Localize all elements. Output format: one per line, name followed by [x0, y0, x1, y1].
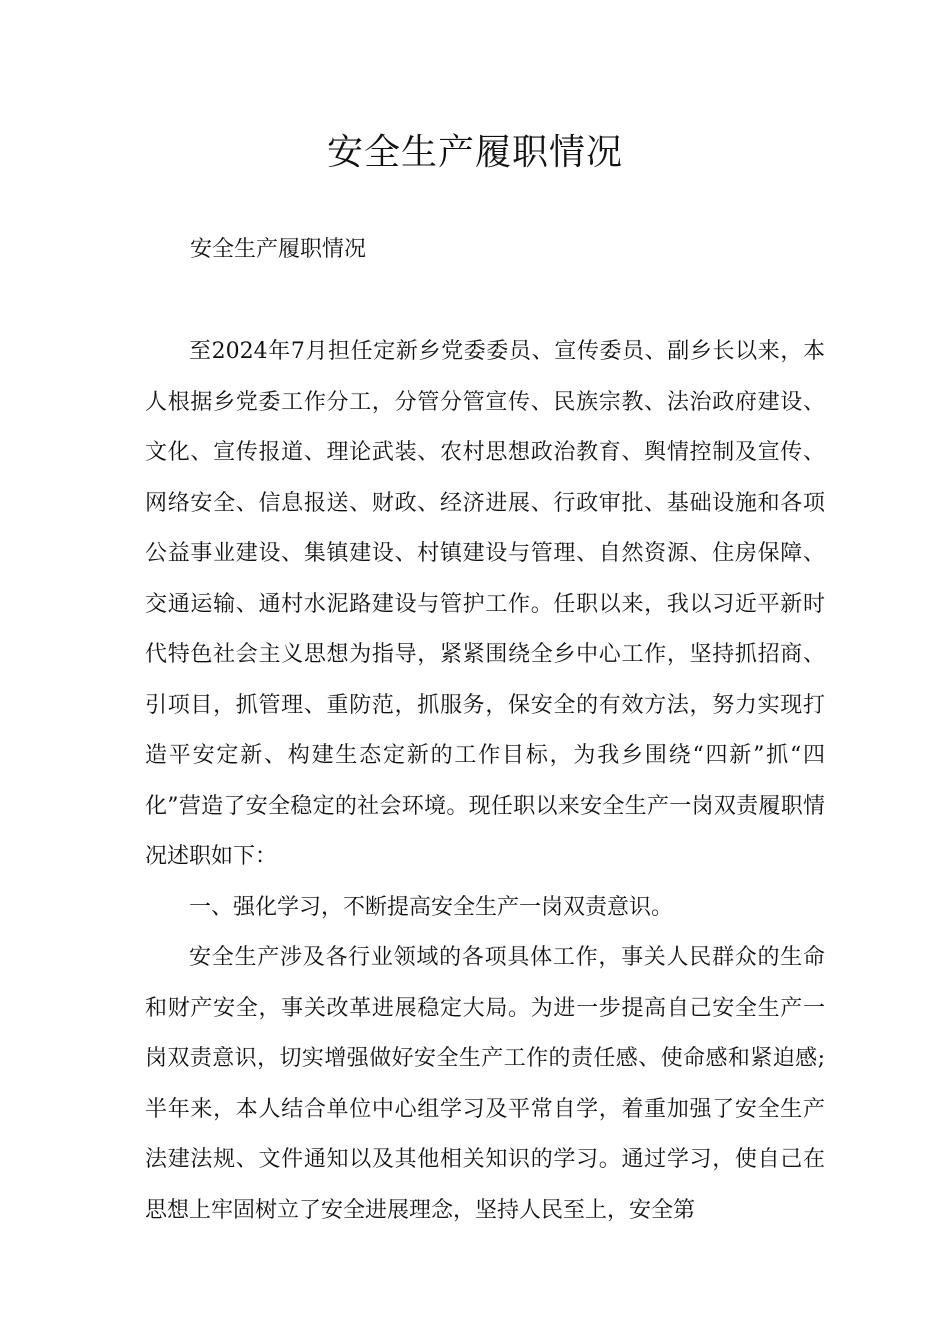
- section-heading-1: 一、强化学习，不断提高安全生产一岗双责意识。: [189, 894, 674, 920]
- document-body: [145, 327, 825, 1236]
- document-subtitle: 安全生产履职情况: [190, 237, 367, 262]
- paragraph-section-1: 安全生产涉及各行业领域的各项具体工作，事关人民群众的生命和财产安全，事关改革进展稳定大局。为进一步提高自己安全生产一岗双责意识，切实增强做好安全生产工作的责任感、使命感和紧迫感;半年来，本人结合单位中心组学习及平常自学，着重加强了安全生产法建法规、文件通知以及其他相关知识的学习。通过学习，使自己在思想上牢固树立了安全进展理念，坚持人民至上，安全第: [145, 945, 825, 1223]
- paragraph-intro: 至2024年7月担任定新乡党委委员、宣传委员、副乡长以来，本人根据乡党委工作分工，分管分管宣传、民族宗教、法治政府建设、文化、宣传报道、理论武装、农村思想政治教育、舆情控制及宣传、网络安全、信息报送、财政、经济进展、行政审批、基础设施和各项公益事业建设、集镇建设、村镇建设与管理、自然资源、住房保障、交通运输、通村水泥路建设与管护工作。任职以来，我以习近平新时代特色社会主义思想为指导，紧紧围绕全乡中心工作，坚持抓招商、引项目，抓管理、重防范，抓服务，保安全的有效方法，努力实现打造平安定新、构建生态定新的工作目标，为我乡围绕“四新”抓“四化”营造了安全稳定的社会环境。现任职以来安全生产一岗双责履职情况述职如下：: [145, 339, 825, 869]
- document-title: 安全生产履职情况: [326, 132, 623, 173]
